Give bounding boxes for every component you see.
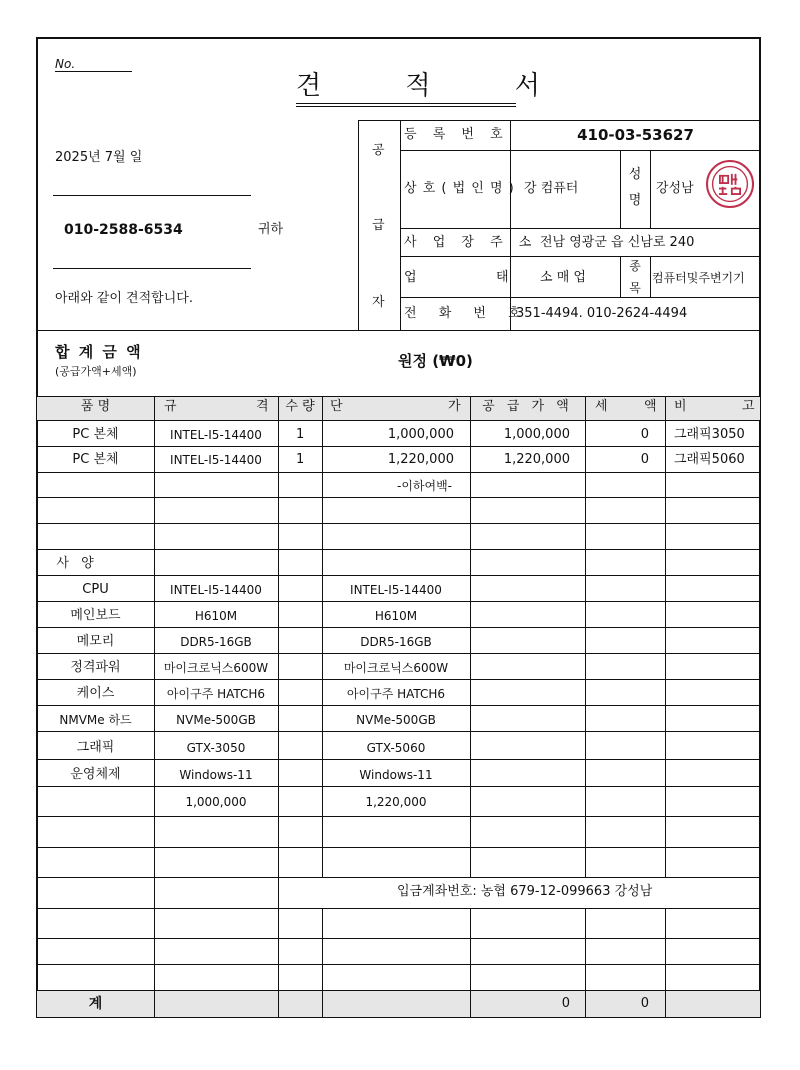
total-label: 합 계 금 액 <box>55 343 143 361</box>
row-tax: 0 <box>640 427 649 442</box>
representative-name: 강성남 <box>656 181 694 196</box>
spec-value-b: NVMe-500GB <box>356 713 436 727</box>
table-row-line <box>37 420 760 421</box>
table-row-line <box>37 472 760 473</box>
spec-value-a: Windows-11 <box>179 768 253 782</box>
honorific: 귀하 <box>258 222 284 237</box>
col-header-tax: 액 <box>644 399 657 414</box>
col-header-tax: 세 <box>595 399 608 414</box>
item-label: 목 <box>629 281 641 295</box>
table-col-line <box>278 396 279 1017</box>
spec-value-a: INTEL-I5-14400 <box>170 583 262 597</box>
col-header-note: 고 <box>742 399 755 414</box>
col-header-spec: 격 <box>256 399 269 414</box>
col-header-price: 단 <box>330 399 343 414</box>
row-qty: 1 <box>296 452 305 467</box>
row-spec: INTEL-I5-14400 <box>170 428 262 442</box>
spec-value-b: INTEL-I5-14400 <box>350 583 442 597</box>
col-header-spec: 규 <box>164 399 177 414</box>
table-row-line <box>37 908 760 909</box>
table-row-line <box>37 877 760 878</box>
col-header-price: 가 <box>448 399 461 414</box>
row-item: PC 본체 <box>72 427 119 442</box>
table-col-line <box>470 396 471 877</box>
table-row-line <box>37 575 760 576</box>
table-row-line <box>37 549 760 550</box>
spec-part: 메모리 <box>76 634 115 649</box>
intro-text: 아래와 같이 견적합니다. <box>55 291 193 306</box>
row-price: 1,000,000 <box>387 427 454 442</box>
supplier-phone: 351-4494. 010-2624-4494 <box>516 306 688 321</box>
reg-number-label: 등 록 번 호 <box>404 127 509 142</box>
spec-part: NMVMe 하드 <box>59 713 132 727</box>
total-sub-label: (공급가액+세액) <box>55 365 137 378</box>
biz-type-label: 업 <box>404 270 417 285</box>
spec-value-b: Windows-11 <box>359 768 433 782</box>
spec-value-a: 아이구주 HATCH6 <box>166 687 266 701</box>
table-row-line <box>37 731 760 732</box>
spec-part: 운영체제 <box>70 767 121 782</box>
supplier-side-label: 급 <box>372 218 385 233</box>
name-label: 명 <box>628 193 642 208</box>
divider <box>53 268 251 269</box>
footer-tax-total: 0 <box>640 996 649 1011</box>
spec-part: 그래픽 <box>76 740 115 755</box>
doc-number-underline <box>55 71 132 72</box>
title-underline <box>296 103 516 107</box>
document-title: 견 적 서 <box>296 71 578 101</box>
table-row-line <box>37 497 760 498</box>
spec-value-b: GTX-5060 <box>366 741 426 755</box>
address-label: 사 업 장 주 소 <box>404 235 538 250</box>
doc-number-label: No. <box>55 57 76 71</box>
spec-part: 정격파워 <box>70 660 121 675</box>
row-price: 1,220,000 <box>387 452 454 467</box>
row-qty: 1 <box>296 427 305 442</box>
spec-value-b: H610M <box>374 609 418 623</box>
table-col-line <box>154 396 155 1017</box>
spec-value-a: GTX-3050 <box>186 741 246 755</box>
row-spec: INTEL-I5-14400 <box>170 453 262 467</box>
document-frame <box>36 37 761 1018</box>
table-row-line <box>37 964 760 965</box>
row-tax: 0 <box>640 452 649 467</box>
row-item: PC 본체 <box>72 452 119 467</box>
recipient: 010-2588-6534 <box>64 222 183 238</box>
table-row-line <box>37 446 760 447</box>
total-amount: 원정 (₩0) <box>398 352 473 370</box>
spec-title: 사 양 <box>56 556 98 571</box>
table-row-line <box>37 990 760 991</box>
divider <box>53 195 251 196</box>
row-supply: 1,000,000 <box>503 427 570 442</box>
table-row-line <box>37 705 760 706</box>
table-row-line <box>37 938 760 939</box>
supplier-side-label: 공 <box>372 143 385 158</box>
spec-value-a: 마이크로닉스600W <box>163 661 269 675</box>
col-header-note: 비 <box>674 399 687 414</box>
table-row-line <box>37 679 760 680</box>
spec-part: 케이스 <box>76 686 115 701</box>
col-header-item: 품 명 <box>80 399 111 414</box>
supplier-side-label: 자 <box>372 295 385 310</box>
table-row-line <box>37 847 760 848</box>
business-type: 소 매 업 <box>540 270 586 285</box>
spec-value-a: 1,000,000 <box>185 795 247 809</box>
seal-icon <box>708 162 752 206</box>
col-header-supply: 공 급 가 액 <box>482 399 573 414</box>
spec-part: 메인보드 <box>70 608 121 623</box>
row-supply: 1,220,000 <box>503 452 570 467</box>
business-item: 컴퓨터및주변기기 <box>652 271 745 285</box>
footer-supply-total: 0 <box>561 996 570 1011</box>
table-row-line <box>37 523 760 524</box>
spec-value-b: DDR5-16GB <box>360 635 432 649</box>
end-mark: -이하여백- <box>396 479 453 493</box>
spec-value-a: DDR5-16GB <box>180 635 252 649</box>
bank-account: 입금계좌번호: 농협 679-12-099663 강성남 <box>397 884 653 899</box>
reg-number: 410-03-53627 <box>577 126 694 144</box>
col-header-qty: 수 량 <box>285 399 315 414</box>
table-row-line <box>37 653 760 654</box>
item-label: 종 <box>629 259 641 273</box>
spec-value-b: 1,220,000 <box>365 795 427 809</box>
table-row-line <box>37 601 760 602</box>
company-name: 강 컴퓨터 <box>524 181 579 196</box>
footer-label: 계 <box>88 996 103 1012</box>
row-note: 그래픽5060 <box>674 452 745 467</box>
table-row-line <box>37 396 760 397</box>
table-col-line <box>665 396 666 877</box>
name-label: 성 <box>628 167 642 182</box>
table-row-line <box>37 816 760 817</box>
table-row-line <box>37 786 760 787</box>
table-row-line <box>37 627 760 628</box>
company-label: 상 호 ( 법 인 명 ) <box>404 181 515 196</box>
table-row-line <box>37 759 760 760</box>
row-note: 그래픽3050 <box>674 427 745 442</box>
spec-value-a: NVMe-500GB <box>176 713 256 727</box>
table-col-line <box>322 908 323 1017</box>
spec-value-b: 마이크로닉스600W <box>343 661 449 675</box>
biz-type-label: 태 <box>496 270 509 285</box>
spec-value-a: H610M <box>194 609 238 623</box>
table-col-line <box>665 908 666 1017</box>
company-seal <box>706 160 754 208</box>
spec-part: CPU <box>82 582 109 597</box>
business-address: 전남 영광군 읍 신남로 240 <box>540 235 695 250</box>
quote-date: 2025년 7월 일 <box>55 150 143 165</box>
phone-label: 전 화 번 호 <box>404 306 530 321</box>
spec-value-b: 아이구주 HATCH6 <box>346 687 446 701</box>
table-col-line <box>585 396 586 877</box>
